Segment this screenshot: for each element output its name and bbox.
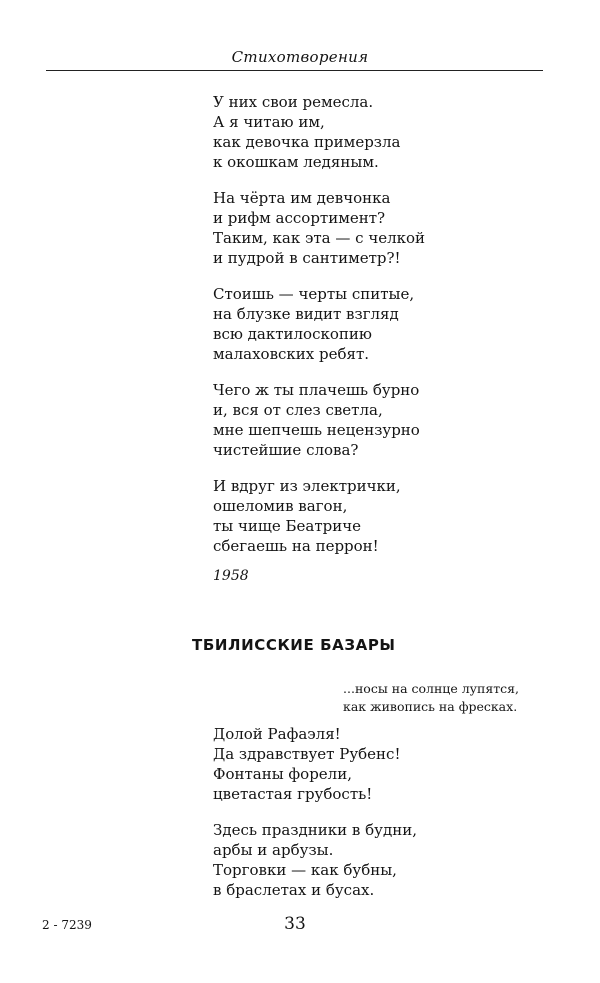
poem-line: к окошкам ледяным. [213, 153, 379, 171]
poem-title: ТБИЛИССКИЕ БАЗАРЫ [192, 636, 396, 654]
stanza-3 [213, 284, 425, 364]
poem-line: и рифм ассортимент? [213, 209, 386, 227]
page-number: 33 [284, 914, 306, 934]
poem-line: и, вся от слез светла, [213, 401, 383, 419]
poem-line: чистейшие слова? [213, 441, 359, 459]
poem-line: и пудрой в сантиметр?! [213, 249, 401, 267]
stanza-5 [213, 476, 425, 556]
running-head: Стихотворения [231, 48, 369, 66]
poem-line: Фонтаны форели, [213, 765, 352, 783]
poem-line: как девочка примерзла [213, 133, 401, 151]
stanza-2 [213, 820, 417, 900]
poem-line: в браслетах и бусах. [213, 881, 375, 899]
poem-line: На чёрта им девчонка [213, 189, 391, 207]
epigraph-line: ...носы на солнце лупятся, [343, 681, 519, 696]
poem-line: на блузке видит взгляд [213, 305, 399, 323]
poem-2 [213, 724, 417, 900]
poem-line: Здесь праздники в будни, [213, 821, 417, 839]
poem-line: малаховских ребят. [213, 345, 370, 363]
poem-line: ты чище Беатриче [213, 517, 362, 535]
poem-1 [213, 92, 425, 556]
poem-date: 1958 [213, 568, 249, 584]
poem-line: А я читаю им, [213, 113, 325, 131]
poem-line: мне шепчешь нецензурно [213, 421, 420, 439]
poem-line: Долой Рафаэля! [213, 725, 341, 743]
stanza-4 [213, 380, 425, 460]
poem-line: У них свои ремесла. [213, 93, 374, 111]
poem-line: Чего ж ты плачешь бурно [213, 381, 420, 399]
poem-line: И вдруг из электрички, [213, 477, 401, 495]
poem-line: всю дактилоскопию [213, 325, 372, 343]
poem-line: Торговки — как бубны, [213, 861, 397, 879]
poem-line: арбы и арбузы. [213, 841, 334, 859]
signature-mark: 2 - 7239 [42, 918, 92, 932]
poem-line: ошеломив вагон, [213, 497, 348, 515]
poem-line: Да здравствует Рубенс! [213, 745, 401, 763]
poem-line: цветастая грубость! [213, 785, 373, 803]
epigraph-line: как живопись на фресках. [343, 699, 518, 714]
epigraph [343, 680, 519, 716]
stanza-2 [213, 188, 425, 268]
header-rule [46, 70, 543, 71]
poem-line: сбегаешь на перрон! [213, 537, 379, 555]
stanza-1 [213, 92, 425, 172]
poem-line: Таким, как эта — с челкой [213, 229, 426, 247]
stanza-1 [213, 724, 417, 804]
poem-line: Стоишь — черты спитые, [213, 285, 415, 303]
